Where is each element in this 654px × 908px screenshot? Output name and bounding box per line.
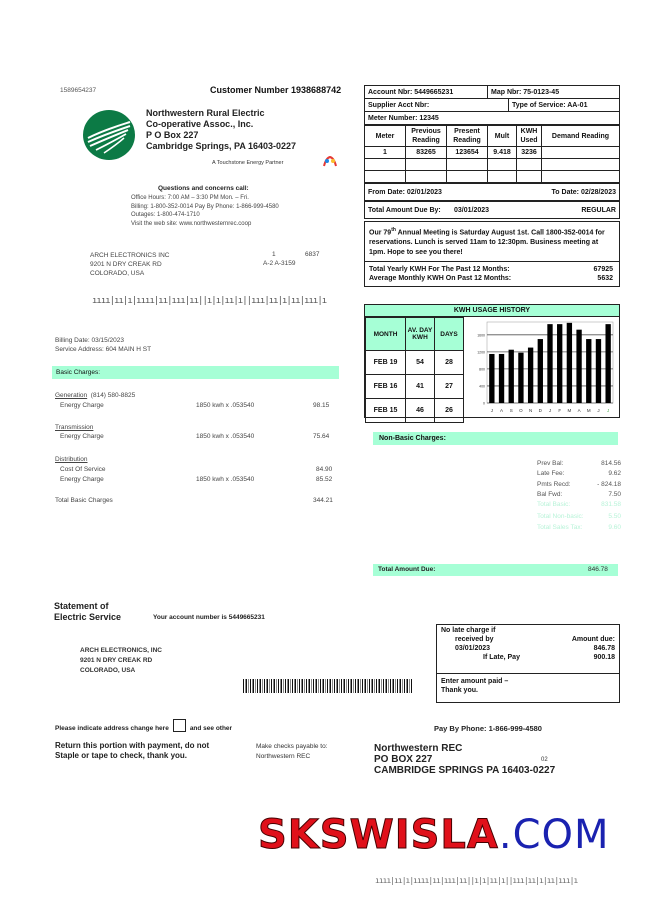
usage-bar bbox=[596, 339, 601, 403]
amount-due-value: 846.78 bbox=[593, 645, 615, 652]
cost-of-service-label: Cost Of Service bbox=[60, 466, 106, 473]
contact-info bbox=[131, 194, 279, 228]
col-month: MONTH bbox=[366, 318, 406, 351]
address-change-notice bbox=[55, 719, 232, 732]
avg-cell: 54 bbox=[406, 351, 435, 375]
usage-bar bbox=[499, 354, 504, 403]
meter-table bbox=[365, 125, 619, 183]
col-mult: Mult bbox=[488, 126, 517, 147]
no-late-date: 03/01/2023 bbox=[455, 645, 491, 652]
meter-cell bbox=[365, 159, 406, 171]
from-date: From Date: 02/01/2023 bbox=[368, 188, 442, 196]
usage-bar bbox=[518, 353, 523, 403]
customer-name: ARCH ELECTRONICS INC bbox=[90, 252, 170, 259]
no-late-line1: No late charge if bbox=[441, 627, 496, 634]
x-tick-label: J bbox=[490, 408, 493, 413]
table-row bbox=[365, 159, 619, 171]
cost-of-service-amount: 84.90 bbox=[316, 466, 333, 473]
transmission-energy-amount: 75.64 bbox=[313, 433, 330, 440]
demand-cell bbox=[542, 159, 620, 171]
balance-forward-row bbox=[537, 491, 621, 498]
account-number: Account Nbr: 5449665231 bbox=[365, 86, 488, 98]
x-tick-label: S bbox=[509, 408, 513, 413]
customer-number-label: Customer Number bbox=[210, 85, 289, 95]
y-tick-label: 1600 bbox=[477, 333, 485, 338]
enter-amount-line2: Thank you. bbox=[441, 687, 478, 694]
billing-date: Billing Date: 03/15/2023 bbox=[55, 337, 125, 344]
present-cell bbox=[447, 159, 488, 171]
supplier-account: Supplier Acct Nbr: bbox=[365, 99, 509, 111]
amount-paid-field[interactable] bbox=[437, 674, 619, 702]
basic-charges-heading: Basic Charges: bbox=[56, 369, 101, 376]
x-tick-label: M bbox=[586, 408, 591, 413]
usage-bar bbox=[605, 324, 610, 403]
message-superscript: th bbox=[391, 227, 396, 233]
watermark-part1: SKSWISLA bbox=[258, 812, 499, 858]
service-address: Service Address: 604 MAIN H ST bbox=[55, 346, 152, 353]
mult-cell bbox=[488, 159, 517, 171]
row-label: Total Non-basic: bbox=[537, 513, 584, 520]
customer-city: COLORADO, USA bbox=[90, 270, 145, 277]
distribution-energy-calc: 1850 kwh x .053540 bbox=[196, 476, 255, 483]
kwh-cell bbox=[517, 159, 542, 171]
address-change-pre: Please indicate address change here bbox=[55, 725, 169, 732]
message-part: Our 79 bbox=[369, 229, 392, 237]
company-address bbox=[146, 108, 296, 152]
remit-name: Northwestern REC bbox=[374, 743, 463, 754]
total-basic-label: Total Basic Charges bbox=[55, 497, 113, 504]
distribution-label: Distribution bbox=[55, 456, 88, 463]
days-cell: 26 bbox=[435, 399, 464, 423]
annual-meeting-message bbox=[365, 222, 619, 262]
days-cell: 28 bbox=[435, 351, 464, 375]
usage-bar bbox=[567, 323, 572, 403]
month-cell: FEB 16 bbox=[366, 375, 406, 399]
return-line1: Return this portion with payment, do not bbox=[55, 741, 210, 750]
usage-history-title: KWH USAGE HISTORY bbox=[365, 305, 619, 317]
usage-bar bbox=[557, 324, 562, 403]
row-label: Prev Bal: bbox=[537, 460, 564, 467]
usage-bar bbox=[489, 354, 494, 403]
usage-bar bbox=[528, 348, 533, 403]
no-late-line2: received by bbox=[455, 636, 494, 643]
table-row bbox=[365, 171, 619, 183]
x-tick-label: M bbox=[567, 408, 572, 413]
payment-box bbox=[436, 624, 620, 703]
col-meter: Meter bbox=[365, 126, 406, 147]
total-due-label: Total Amount Due: bbox=[378, 566, 436, 573]
late-fee-row bbox=[537, 470, 621, 477]
days-cell: 27 bbox=[435, 375, 464, 399]
table-row bbox=[365, 147, 619, 159]
meter-cell bbox=[365, 171, 406, 183]
table-row bbox=[366, 351, 464, 375]
enter-amount-line1: Enter amount paid – bbox=[441, 678, 509, 685]
previous-cell: 83265 bbox=[406, 147, 447, 159]
row-value: 7.50 bbox=[608, 491, 621, 498]
prev-balance-row bbox=[537, 460, 621, 467]
website-link[interactable]: Visit the web site: www.northwesternrec.coop bbox=[131, 220, 252, 227]
map-number: Map Nbr: 75-0123-45 bbox=[491, 88, 560, 96]
transmission-energy-label: Energy Charge bbox=[60, 433, 104, 440]
col-kwh: KWH Used bbox=[517, 126, 542, 147]
stub-city: COLORADO, USA bbox=[80, 667, 136, 674]
cooperative-logo-icon bbox=[82, 108, 136, 162]
type-of-service: Type of Service: AA-01 bbox=[512, 101, 588, 109]
y-tick-label: 400 bbox=[479, 384, 485, 389]
yearly-kwh-value: 67925 bbox=[593, 266, 613, 274]
non-basic-charges-heading: Non-Basic Charges: bbox=[379, 435, 446, 442]
customer-number bbox=[210, 85, 341, 95]
generation-section bbox=[55, 392, 135, 399]
document-id: 1589654237 bbox=[60, 87, 97, 94]
generation-energy-amount: 98.15 bbox=[313, 402, 330, 409]
y-tick-label: 1200 bbox=[477, 350, 485, 355]
payment-barcode bbox=[243, 679, 413, 693]
mult-cell bbox=[488, 171, 517, 183]
to-date: To Date: 02/28/2023 bbox=[551, 188, 616, 196]
x-tick-label: J bbox=[548, 408, 552, 413]
pay-by-phone: Pay By Phone: 1-866-999-4580 bbox=[434, 724, 542, 733]
table-row bbox=[366, 399, 464, 423]
month-cell: FEB 19 bbox=[366, 351, 406, 375]
address-change-post: and see other bbox=[189, 725, 233, 732]
y-tick-label: 0 bbox=[483, 401, 485, 406]
remit-po: PO BOX 227 bbox=[374, 754, 433, 765]
row-value: 814.56 bbox=[601, 460, 621, 467]
x-tick-label: F bbox=[558, 408, 562, 413]
month-cell: FEB 15 bbox=[366, 399, 406, 423]
generation-energy-label: Energy Charge bbox=[60, 402, 104, 409]
x-tick-label: A bbox=[500, 408, 504, 413]
row-value: - 824.18 bbox=[597, 481, 621, 488]
x-tick-label: N bbox=[528, 408, 533, 413]
return-instructions bbox=[55, 741, 209, 761]
monthly-kwh-label: Average Monthly KWH On Past 12 Months: bbox=[369, 275, 512, 283]
stub-title-line1: Statement of bbox=[54, 601, 109, 611]
checks-payable-line1: Make checks payable to: bbox=[256, 743, 328, 750]
row-label: Total Sales Tax: bbox=[537, 524, 583, 531]
usage-bar bbox=[509, 350, 514, 403]
touchstone-logo-icon bbox=[323, 154, 337, 166]
table-row bbox=[366, 375, 464, 399]
notice-box bbox=[364, 221, 620, 287]
y-tick-label: 800 bbox=[479, 367, 485, 372]
previous-cell bbox=[406, 159, 447, 171]
postal-barcode: ıııı|ıı|ı|ıııı|ıı|ııı|ıı||ı|ı|ıı|ı||ııı|ıı|ı|ıı|ııı|ı bbox=[92, 296, 327, 306]
billing-info bbox=[55, 336, 151, 354]
meter-number: Meter Number: 12345 bbox=[368, 114, 439, 122]
yearly-kwh bbox=[365, 265, 619, 274]
usage-bar bbox=[538, 339, 543, 403]
stub-title bbox=[54, 601, 121, 623]
total-due-value: 846.78 bbox=[588, 566, 608, 573]
address-change-checkbox[interactable] bbox=[173, 719, 186, 732]
account-box bbox=[364, 85, 620, 219]
kwh-cell bbox=[517, 171, 542, 183]
avg-cell: 46 bbox=[406, 399, 435, 423]
usage-bar bbox=[576, 330, 581, 403]
distribution-energy-amount: 85.52 bbox=[316, 476, 333, 483]
col-previous: Previous Reading bbox=[406, 126, 447, 147]
remit-city: CAMBRIDGE SPRINGS PA 16403-0227 bbox=[374, 765, 556, 776]
stub-address bbox=[80, 646, 162, 676]
total-non-basic-row bbox=[537, 513, 621, 520]
customer-code-2: 6837 bbox=[305, 251, 320, 258]
present-cell: 123654 bbox=[447, 147, 488, 159]
meter-cell: 1 bbox=[365, 147, 406, 159]
office-hours: Office Hours: 7:00 AM – 3:30 PM Mon. – Fri. bbox=[131, 195, 249, 201]
usage-bar bbox=[586, 339, 591, 403]
total-sales-tax-row bbox=[537, 524, 621, 531]
row-label: Late Fee: bbox=[537, 470, 565, 477]
col-present: Present Reading bbox=[447, 126, 488, 147]
payments-received-row bbox=[537, 481, 621, 488]
row-value: 5.50 bbox=[608, 513, 621, 520]
if-late-label: If Late, Pay bbox=[483, 654, 520, 661]
total-due-by-date: 03/01/2023 bbox=[454, 206, 490, 214]
generation-label: Generation bbox=[55, 392, 88, 399]
stub-title-line2: Electric Service bbox=[54, 612, 122, 622]
transmission-energy-calc: 1850 kwh x .053540 bbox=[196, 433, 255, 440]
customer-number-value: 1938688742 bbox=[291, 85, 342, 95]
outage-phone: Outages: 1-800-474-1710 bbox=[131, 212, 200, 218]
return-line2: Staple or tape to check, thank you. bbox=[55, 751, 188, 760]
checks-payable-line2: Northwestern REC bbox=[256, 753, 311, 760]
row-label: Pmts Recd: bbox=[537, 481, 571, 488]
customer-code-1: 1 bbox=[272, 251, 276, 258]
total-basic-row bbox=[537, 501, 621, 508]
demand-cell bbox=[542, 147, 620, 159]
row-label: Total Basic: bbox=[537, 501, 571, 508]
yearly-kwh-label: Total Yearly KWH For The Past 12 Months: bbox=[369, 266, 510, 274]
generation-phone: (814) 580-8825 bbox=[90, 392, 136, 399]
company-name-line1: Northwestern Rural Electric bbox=[146, 108, 265, 118]
x-tick-label: J bbox=[597, 408, 600, 413]
col-demand: Demand Reading bbox=[542, 126, 620, 147]
present-cell bbox=[447, 171, 488, 183]
message-part: Annual Meeting is Saturday August 1st. Call 1800-352-0014 for reservations. Lunch is served 11am to 12:30pm. Business meeting at 1pm. Hope to see you there! bbox=[369, 229, 605, 257]
contact-heading: Questions and concerns call: bbox=[158, 185, 249, 192]
company-name-line2: Co-operative Assoc., Inc. bbox=[146, 119, 254, 129]
bill-type: REGULAR bbox=[581, 206, 616, 214]
usage-history-panel bbox=[364, 304, 620, 418]
remit-code: 02 bbox=[541, 757, 548, 763]
generation-energy-calc: 1850 kwh x .053540 bbox=[196, 402, 255, 409]
stub-account-text: Your account number is 5449665231 bbox=[153, 614, 265, 621]
customer-street: 9201 N DRY CREAK RD bbox=[90, 261, 162, 268]
checks-payable bbox=[256, 742, 328, 762]
kwh-cell: 3236 bbox=[517, 147, 542, 159]
amount-due-label: Amount due: bbox=[571, 636, 615, 643]
monthly-kwh-value: 5632 bbox=[597, 275, 613, 283]
avg-cell: 41 bbox=[406, 375, 435, 399]
monthly-kwh bbox=[365, 274, 619, 283]
x-tick-label: A bbox=[577, 408, 581, 413]
usage-bar bbox=[547, 324, 552, 403]
distribution-energy-label: Energy Charge bbox=[60, 476, 104, 483]
total-due-by-label: Total Amount Due By: bbox=[368, 206, 441, 214]
usage-history-table bbox=[365, 317, 464, 423]
partner-text: A Touchstone Energy Partner bbox=[212, 160, 284, 166]
watermark-part2: .COM bbox=[498, 812, 610, 858]
transmission-label: Transmission bbox=[55, 424, 94, 431]
x-tick-label: J bbox=[607, 408, 610, 413]
row-label: Bal Fwd: bbox=[537, 491, 563, 498]
company-po-box: P O Box 227 bbox=[146, 130, 199, 140]
col-avg-day-kwh: AV. DAY KWH bbox=[406, 318, 435, 351]
row-value: 9.60 bbox=[608, 524, 621, 531]
company-city: Cambridge Springs, PA 16403-0227 bbox=[146, 141, 297, 151]
usage-bar-chart bbox=[473, 318, 617, 415]
row-value: 831.58 bbox=[601, 501, 621, 508]
demand-cell bbox=[542, 171, 620, 183]
row-value: 9.62 bbox=[608, 470, 621, 477]
previous-cell bbox=[406, 171, 447, 183]
x-tick-label: O bbox=[519, 408, 523, 413]
total-basic-amount: 344.21 bbox=[313, 497, 333, 504]
x-tick-label: D bbox=[538, 408, 542, 413]
watermark-logo bbox=[258, 812, 610, 858]
customer-code-3: A-2 A-3159 bbox=[263, 260, 296, 267]
billing-phone: Billing: 1-800-352-0014 Pay By Phone: 1-866-999-4580 bbox=[131, 203, 279, 210]
mult-cell: 9.418 bbox=[488, 147, 517, 159]
col-days: DAYS bbox=[435, 318, 464, 351]
stub-name: ARCH ELECTRONICS, INC bbox=[80, 647, 162, 654]
remit-address bbox=[374, 743, 555, 776]
stub-street: 9201 N DRY CREAK RD bbox=[80, 657, 153, 664]
bottom-postal-barcode: ıııı|ıı|ı|ıııı|ıı|ııı|ıı||ı|ı|ıı|ı||ııı|ıı|ı|ıı|ııı|ı bbox=[375, 876, 578, 885]
if-late-amount: 900.18 bbox=[593, 654, 615, 661]
customer-address bbox=[90, 251, 169, 278]
